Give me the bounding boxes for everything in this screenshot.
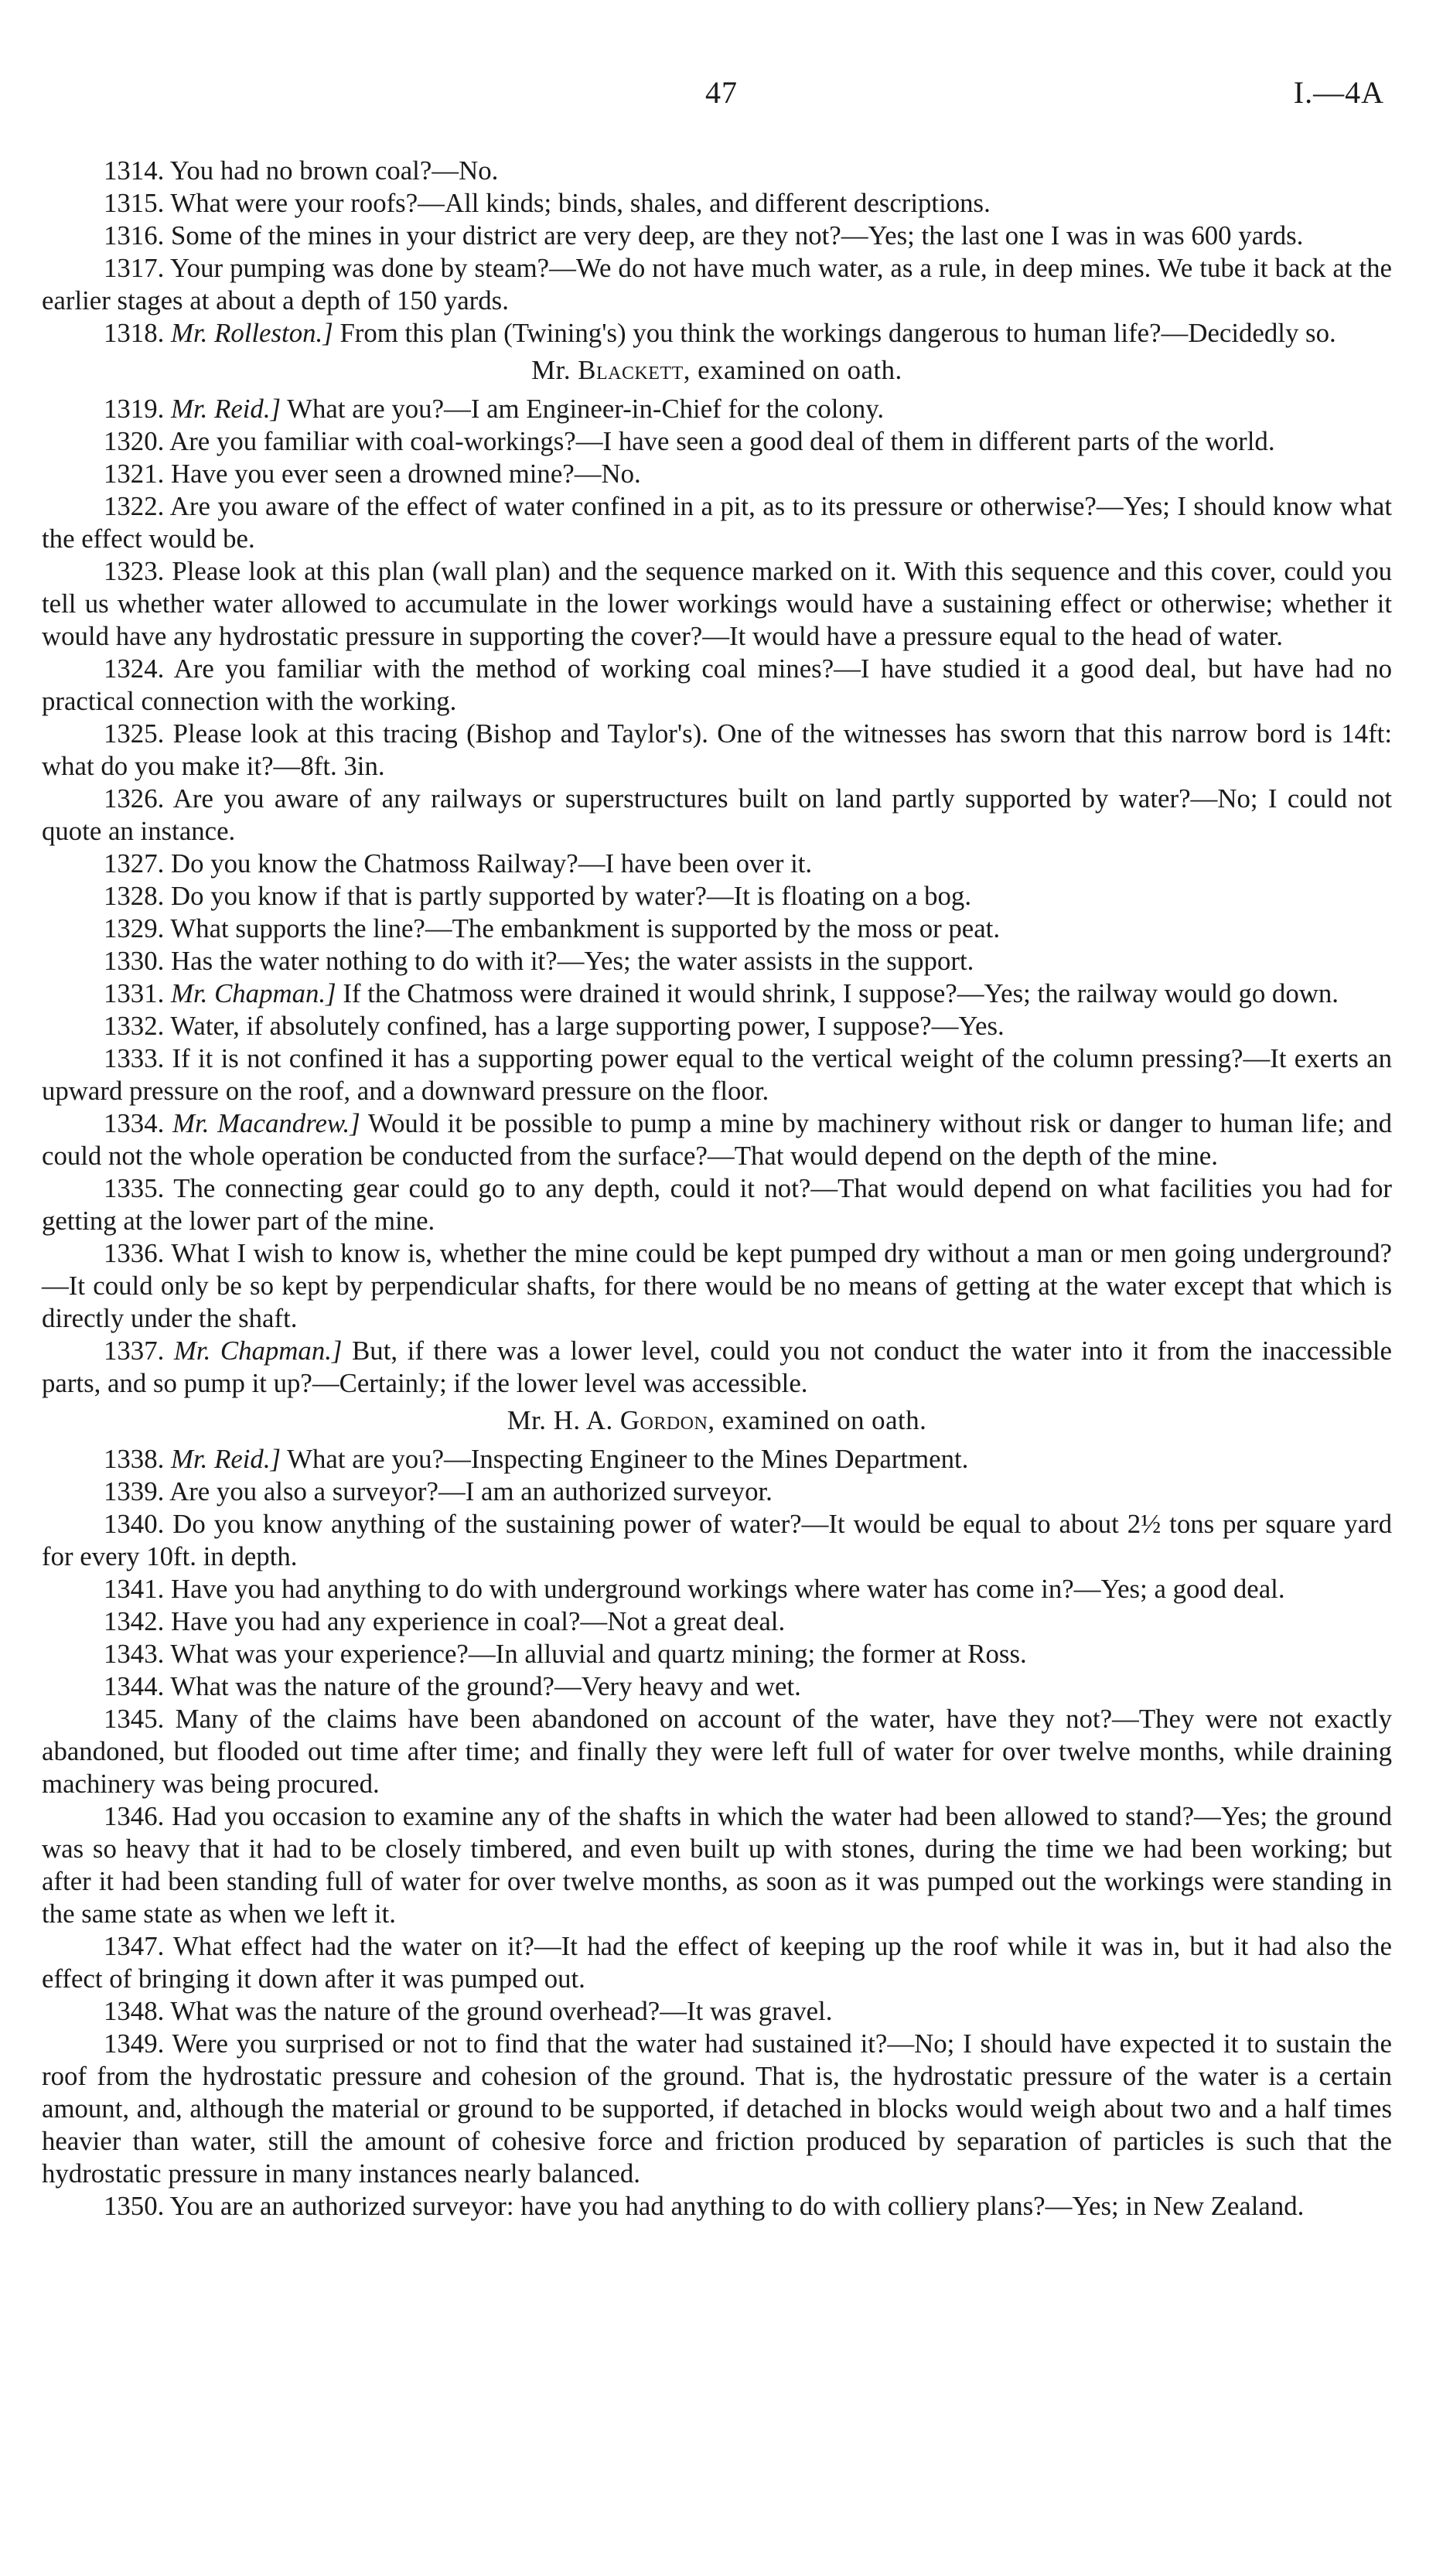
witness-suffix: , examined on oath.: [708, 1405, 927, 1435]
question-number: 1331.: [104, 978, 171, 1008]
question-paragraph: 1347. What effect had the water on it?—It had the effect of keeping up the roof while it was in, but it had also the effect of bringing it down after it was pumped out.: [42, 1931, 1392, 1994]
question-paragraph: 1315. What were your roofs?—All kinds; binds, shales, and different descriptions.: [104, 188, 991, 218]
question-paragraph: [42, 317, 1392, 350]
question-paragraph: [42, 1335, 1392, 1400]
question-paragraph: 1350. You are an authorized surveyor: have you had anything to do with colliery plans?—Yes; in New Zealand.: [104, 2191, 1305, 2221]
question-number: 1338.: [104, 1444, 171, 1474]
question-paragraph: 1323. Please look at this plan (wall plan) and the sequence marked on it. With this sequence and this cover, could you tell us whether water allowed to accumulate in the lower workings would have a sustaining effect or otherwise; whether it would have any hydrostatic pressure in supporting the cover?—It would have a pressure equal to the head of water.: [42, 556, 1392, 651]
question-paragraph: 1336. What I wish to know is, whether the mine could be kept pumped dry without a man or men going underground?—It could only be so kept by perpendicular shafts, for there would be no means of getting at the water except that which is directly under the shaft.: [42, 1238, 1392, 1333]
question-paragraph: 1344. What was the nature of the ground?—Very heavy and wet.: [104, 1671, 801, 1701]
question-text: Would it be possible to pump a mine by machinery without risk or danger to human life; and could not the whole operation be conducted from the surface?—That would depend on the depth of the mine.: [42, 1108, 1393, 1171]
question-paragraph: 1317. Your pumping was done by steam?—We do not have much water, as a rule, in deep mines. We tube it back at the earlier stages at about a depth of 150 yards.: [42, 253, 1392, 316]
page-number: 47: [705, 75, 738, 110]
question-paragraph: 1339. Are you also a surveyor?—I am an authorized surveyor.: [104, 1476, 773, 1506]
question-paragraph: 1333. If it is not confined it has a supporting power equal to the vertical weight of the column pressing?—It exerts an upward pressure on the roof, and a downward pressure on the floor.: [42, 1043, 1392, 1106]
question-paragraph: 1329. What supports the line?—The embankment is supported by the moss or peat.: [104, 913, 1001, 943]
examiner-name: Mr. Reid.]: [171, 1444, 281, 1474]
question-paragraph: 1328. Do you know if that is partly supported by water?—It is floating on a bog.: [104, 881, 972, 911]
witness-name: Blackett: [578, 355, 684, 385]
question-text: But, if there was a lower level, could you not conduct the water into it from the inaccessible parts, and so pump it up?—Certainly; if the lower level was accessible.: [42, 1336, 1392, 1398]
question-paragraph: 1325. Please look at this tracing (Bishop and Taylor's). One of the witnesses has sworn that this narrow bord is 14ft: what do you make it?—8ft. 3in.: [42, 718, 1392, 781]
question-paragraph: [42, 393, 1392, 425]
question-paragraph: 1321. Have you ever seen a drowned mine?—No.: [104, 459, 641, 489]
question-paragraph: 1324. Are you familiar with the method of working coal mines?—I have studied it a good deal, but have had no practical connection with the working.: [42, 653, 1392, 716]
witness-prefix: Mr.: [531, 355, 578, 385]
question-number: 1337.: [104, 1336, 174, 1366]
witness-name: Gordon: [619, 1405, 708, 1435]
question-text: What are you?—I am Engineer-in-Chief for the colony.: [281, 394, 885, 424]
question-paragraph: [42, 978, 1392, 1010]
examiner-name: Mr. Rolleston.]: [171, 318, 333, 348]
question-paragraph: 1327. Do you know the Chatmoss Railway?—I have been over it.: [104, 848, 813, 879]
question-paragraph: [42, 1443, 1392, 1476]
question-text: From this plan (Twining's) you think the workings dangerous to human life?—Decidedly so.: [333, 318, 1336, 348]
question-paragraph: 1341. Have you had anything to do with underground workings where water has come in?—Yes; a good deal.: [104, 1574, 1285, 1604]
question-paragraph: 1314. You had no brown coal?—No.: [104, 155, 499, 186]
question-paragraph: [42, 1107, 1392, 1172]
question-paragraph: 1330. Has the water nothing to do with it?—Yes; the water assists in the support.: [104, 946, 974, 976]
question-paragraph: 1326. Are you aware of any railways or superstructures built on land partly supported by water?—No; I could not quote an instance.: [42, 783, 1392, 846]
question-paragraph: 1316. Some of the mines in your district are very deep, are they not?—Yes; the last one I was in was 600 yards.: [104, 220, 1304, 251]
question-paragraph: 1332. Water, if absolutely confined, has a large supporting power, I suppose?—Yes.: [104, 1011, 1005, 1041]
question-paragraph: 1349. Were you surprised or not to find that the water had sustained it?—No; I should have expected it to sustain the roof from the hydrostatic pressure and cohesion of the ground. That is, the hydrostatic pressure of the water is a certain amount, and, although the material or ground to be supported, if detached in blocks would weigh about two and a half times heavier than water, still the amount of cohesive force and friction produced by separation of particles is such that the hydrostatic pressure in many instances nearly balanced.: [42, 2028, 1392, 2189]
examiner-name: Mr. Chapman.]: [173, 1336, 343, 1366]
question-paragraph: 1345. Many of the claims have been abandoned on account of the water, have they not?—They were not exactly abandoned, but flooded out time after time; and finally they were left full of water for over twelve months, while draining machinery was being procured.: [42, 1704, 1392, 1799]
question-paragraph: 1320. Are you familiar with coal-workings?—I have seen a good deal of them in different parts of the world.: [104, 426, 1275, 456]
question-paragraph: 1335. The connecting gear could go to any depth, could it not?—That would depend on what facilities you had for getting at the lower part of the mine.: [42, 1173, 1392, 1236]
examiner-name: Mr. Reid.]: [171, 394, 281, 424]
question-paragraph: 1342. Have you had any experience in coal?—Not a great deal.: [104, 1606, 786, 1636]
question-paragraph: 1346. Had you occasion to examine any of the shafts in which the water had been allowed to stand?—Yes; the ground was so heavy that it had to be closely timbered, and even built up with stones, during the time we had been working; but after it had been standing full of water for over twelve months, as soon as it was pumped out the workings were standing in the same state as when we left it.: [42, 1801, 1392, 1929]
witness-heading: [42, 1404, 1392, 1437]
question-paragraph: 1340. Do you know anything of the sustaining power of water?—It would be equal to about 2½ tons per square yard for every 10ft. in depth.: [42, 1509, 1392, 1571]
question-paragraph: 1322. Are you aware of the effect of water confined in a pit, as to its pressure or otherwise?—Yes; I should know what the effect would be.: [42, 491, 1392, 554]
question-text: What are you?—Inspecting Engineer to the Mines Department.: [281, 1444, 969, 1474]
document-reference: I.—4A: [1293, 75, 1384, 110]
witness-prefix: Mr. H. A.: [507, 1405, 620, 1435]
question-number: 1319.: [104, 394, 171, 424]
question-paragraph: 1348. What was the nature of the ground overhead?—It was gravel.: [104, 1996, 833, 2026]
witness-heading: [42, 354, 1392, 387]
question-number: 1318.: [104, 318, 171, 348]
question-text: If the Chatmoss were drained it would shrink, I suppose?—Yes; the railway would go down.: [336, 978, 1339, 1008]
examiner-name: Mr. Chapman.]: [171, 978, 336, 1008]
question-paragraph: 1343. What was your experience?—In alluvial and quartz mining; the former at Ross.: [104, 1639, 1027, 1669]
examiner-name: Mr. Macandrew.]: [172, 1108, 360, 1138]
question-number: 1334.: [104, 1108, 173, 1138]
testimony-body: [42, 155, 1392, 2223]
witness-suffix: , examined on oath.: [683, 355, 902, 385]
